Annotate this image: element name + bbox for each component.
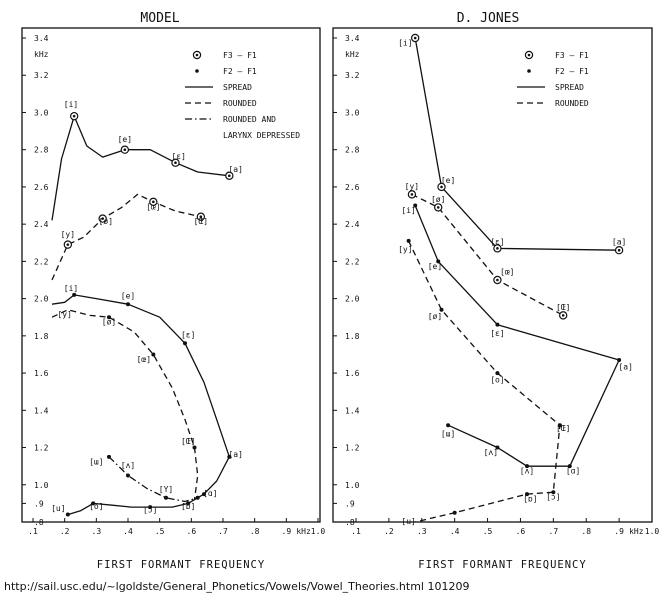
y-tick-label: 1.6 [34,369,49,379]
legend-entry-label: F2 – F1 [555,67,589,76]
f3-marker-center [618,249,621,252]
series-line [52,116,229,220]
y-tick-label: 2.4 [345,220,360,230]
vowel-label: [ɯ] [89,457,104,467]
x-tick-label: .5 [482,527,493,536]
vowel-label: [y] [404,181,420,191]
f3-marker-center [73,115,76,118]
vowel-label: [y] [60,230,76,240]
x-tick-label: .4 [449,527,460,536]
series-line [412,194,563,315]
x-axis-title: FIRST FORMANT FREQUENCY [418,559,587,571]
x-tick-label: .4 [123,527,133,536]
f2-marker [407,239,411,243]
x-tick-label: 1.0 [310,527,326,536]
f3-marker-center [228,174,231,177]
vowel-label: [œ] [500,267,515,277]
x-tick-label: .8 [249,527,260,536]
y-tick-label: 2.2 [345,257,360,267]
vowel-label: [u] [51,503,66,513]
f3-marker-center [174,161,177,164]
y-tick-label: 2.6 [345,182,360,192]
x-tick-label: .6 [186,527,197,536]
y-tick-label: 3.0 [345,108,360,118]
x-axis-unit-label: kHz [629,527,644,536]
x-tick-label: .6 [515,527,526,536]
y-axis-unit-label: kHz [34,50,49,59]
vowel-label: [Œ] [193,217,209,227]
x-tick-label: .3 [416,527,427,536]
panel-d-jones [333,11,659,571]
legend-entry-label: F3 – F1 [223,51,257,60]
vowel-label: [Y] [158,485,174,495]
x-tick-label: .2 [384,527,394,536]
vowel-label: [ʌ] [120,461,136,471]
y-tick-label: .9 [34,499,44,509]
f2-marker [193,446,197,450]
vowel-label: [a] [618,362,633,372]
vowel-label: [œ] [146,202,161,212]
f3-marker-center [414,37,417,40]
x-tick-label: .7 [548,527,559,536]
vowel-label: [e] [120,291,136,301]
legend-entry-label: ROUNDED [223,99,257,108]
y-tick-label: 1.4 [345,406,360,416]
y-axis-unit-label: kHz [345,50,360,59]
vowel-label: [Œ] [555,302,571,312]
x-tick-label: .9 [614,527,624,536]
f2-marker [164,496,168,500]
series-line [52,310,198,500]
vowel-label: [ɛ] [180,330,196,340]
vowel-label: [i] [401,205,416,215]
y-tick-label: .8 [345,518,355,527]
x-tick-label: .9 [281,527,292,536]
vowel-label: [œ] [136,354,152,364]
vowel-label: [o] [490,375,505,385]
f3-marker-center [124,148,127,151]
vowel-label: [e] [427,261,443,271]
vowel-label: [ʌ] [519,466,535,476]
legend-f2-marker [527,69,531,73]
vowel-label: [ɯ] [440,429,456,439]
f2-marker [183,341,187,345]
y-tick-label: 2.4 [34,220,49,230]
x-tick-label: .2 [59,527,70,536]
y-tick-label: 3.4 [345,34,360,43]
f3-marker-center [496,247,499,250]
legend-entry-label: F3 – F1 [555,51,589,60]
y-tick-label: .9 [345,499,355,509]
y-tick-label: 1.4 [34,406,49,416]
legend-f3-marker-center [196,54,199,57]
y-tick-label: 2.8 [34,145,49,155]
vowel-label: [i] [63,284,79,294]
vowel-label: [ɔ] [142,505,158,515]
x-tick-label: .3 [91,527,102,536]
y-tick-label: 1.8 [345,331,360,341]
f2-marker [126,473,130,477]
y-tick-label: 1.0 [34,480,49,490]
x-axis-title: FIRST FORMANT FREQUENCY [96,559,266,571]
f3-marker-center [437,206,440,209]
panel-model [22,11,325,571]
vowel-label: [ø] [430,194,446,204]
vowel-label: [Œ] [180,436,196,446]
vowel-label: [ɒ] [523,494,538,504]
y-tick-label: 3.0 [34,108,49,118]
f2-marker [453,511,457,515]
vowel-label: [y] [398,245,413,255]
f3-marker-center [411,193,414,196]
y-tick-label: 2.6 [34,182,49,192]
vowel-label: [ɒ] [180,501,196,511]
vowel-label: [ɛ] [171,152,186,161]
vowel-label: [a] [611,237,627,247]
vowel-label: [ø] [98,217,114,227]
vowel-label: [ɑ] [565,466,581,476]
y-tick-label: 2.8 [345,145,360,155]
y-tick-label: 1.6 [345,369,360,379]
y-tick-label: 2.2 [34,257,49,267]
legend-entry-label: LARYNX DEPRESSED [223,131,301,140]
f2-marker [66,513,70,517]
vowel-label: [a] [228,165,243,175]
f3-marker-center [440,186,443,189]
vowel-label: [ɛ] [490,237,505,247]
vowel-label: [u] [401,516,416,526]
y-tick-label: 2.0 [34,294,49,304]
f3-marker-center [562,314,565,317]
chart-title: MODEL [140,11,180,26]
legend-entry-label: F2 – F1 [223,67,257,76]
vowel-label: [e] [440,176,456,186]
y-tick-label: 1.8 [34,331,49,341]
series-line [409,241,560,522]
f3-marker-center [496,279,499,282]
f2-marker [72,293,76,297]
x-axis-unit-label: kHz [296,527,311,536]
chart-title: D. JONES [456,11,520,26]
vowel-label: [ɛ] [490,328,505,338]
y-tick-label: 1.2 [34,443,49,453]
vowel-label: [i] [398,38,413,48]
y-tick-label: 3.2 [345,71,360,81]
vowel-label: [o] [89,501,104,511]
legend-entry-label: SPREAD [223,83,252,92]
legend-entry-label: ROUNDED [555,99,589,108]
vowel-label: [ɔ] [546,492,561,502]
f2-marker [196,496,200,500]
series-line [415,206,619,467]
legend-entry-label: ROUNDED AND [223,115,276,124]
x-tick-label: .5 [154,527,165,536]
x-tick-label: .7 [218,527,228,536]
f2-marker [151,352,155,356]
vowel-label: [Œ] [555,423,571,433]
f2-marker [107,455,111,459]
x-tick-label: .1 [351,527,361,536]
vowel-label: [ɑ] [203,488,218,498]
vowel-label: [ʌ] [483,447,499,457]
x-tick-label: .8 [581,527,592,536]
f3-marker-center [67,243,70,246]
vowel-label: [y] [57,310,72,320]
f2-marker [446,423,450,427]
y-tick-label: .8 [34,518,44,527]
vowel-label: [e] [117,135,133,145]
legend-f3-marker-center [528,54,531,57]
source-url-footer: http://sail.usc.edu/~lgoldste/General_Phonetics/Vowels/Vowel_Theories.html 101209 [4,580,470,593]
legend-f2-marker [195,69,199,73]
f2-marker [495,323,499,327]
vowel-label: [ø] [101,317,117,327]
x-tick-label: .1 [28,527,38,536]
f2-marker [126,302,130,306]
vowel-label: [i] [63,99,79,109]
vowel-label: [ø] [427,312,443,322]
y-tick-label: 2.0 [345,294,360,304]
y-tick-label: 3.2 [34,71,49,81]
y-tick-label: 3.4 [34,34,49,43]
y-tick-label: 1.2 [345,443,360,453]
series-line [52,295,229,494]
legend-entry-label: SPREAD [555,83,584,92]
vowel-label: [a] [228,449,243,459]
x-tick-label: 1.0 [644,527,660,536]
y-tick-label: 1.0 [345,480,360,490]
